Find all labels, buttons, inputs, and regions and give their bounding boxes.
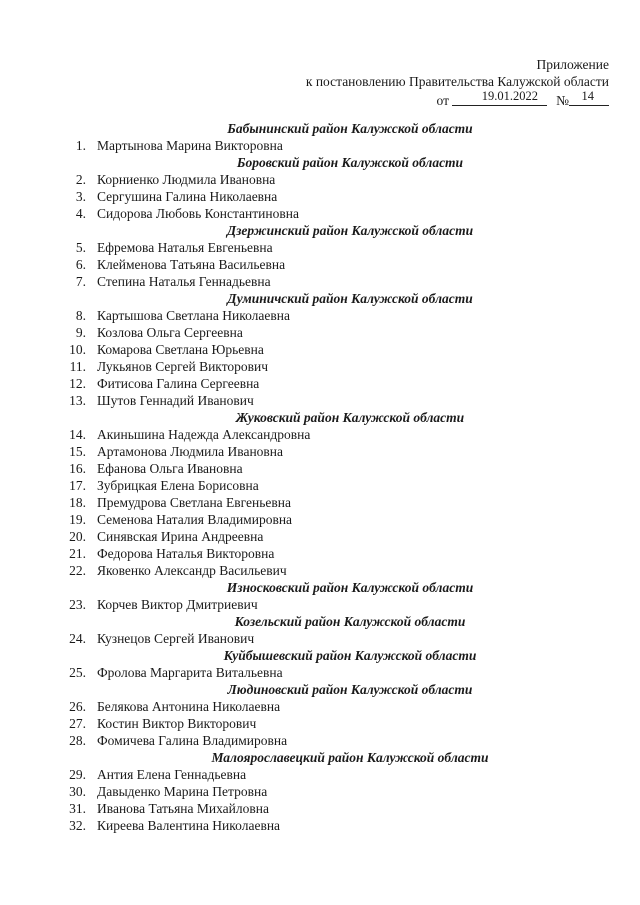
person-name: Зубрицкая Елена Борисовна <box>97 478 259 493</box>
item-number: 9. <box>75 325 86 340</box>
item-number: 19. <box>69 512 86 527</box>
item-number: 30. <box>69 784 86 799</box>
date-underline <box>452 105 547 106</box>
list-item <box>0 239 640 256</box>
resolution-reference: к постановлению Правительства Калужской области <box>305 74 609 89</box>
person-name: Сидорова Любовь Константиновна <box>97 206 299 221</box>
list-item <box>0 800 640 817</box>
list-item <box>0 426 640 443</box>
person-name: Корниенко Людмила Ивановна <box>97 172 276 187</box>
district-heading: Людиновский район Калужской области <box>227 682 473 697</box>
list-item <box>0 732 640 749</box>
item-number: 15. <box>69 444 86 459</box>
from-label: от <box>436 93 449 108</box>
person-name: Фролова Маргарита Витальевна <box>97 665 283 680</box>
item-number: 24. <box>69 631 86 646</box>
item-number: 27. <box>69 716 86 731</box>
person-name: Артамонова Людмила Ивановна <box>97 444 284 459</box>
item-number: 28. <box>69 733 86 748</box>
person-name: Белякова Антонина Николаевна <box>97 699 281 714</box>
person-name: Козлова Ольга Сергеевна <box>97 325 243 340</box>
district-heading: Малоярославецкий район Калужской области <box>211 750 489 765</box>
list-item <box>0 630 640 647</box>
person-name: Фитисова Галина Сергеевна <box>97 376 260 391</box>
person-name: Антия Елена Геннадьевна <box>97 767 247 782</box>
item-number: 10. <box>69 342 86 357</box>
person-name: Ефремова Наталья Евгеньевна <box>97 240 273 255</box>
item-number: 31. <box>69 801 86 816</box>
list-item <box>0 494 640 511</box>
item-number: 3. <box>75 189 86 204</box>
district-heading: Боровский район Калужской области <box>236 155 464 170</box>
person-name: Сергушина Галина Николаевна <box>97 189 278 204</box>
list-item <box>0 307 640 324</box>
person-name: Шутов Геннадий Иванович <box>97 393 254 408</box>
item-number: 7. <box>75 274 86 289</box>
district-heading: Бабынинский район Калужской области <box>227 121 473 136</box>
person-name: Премудрова Светлана Евгеньевна <box>97 495 291 510</box>
list-item <box>0 273 640 290</box>
item-number: 14. <box>69 427 86 442</box>
list-item <box>0 664 640 681</box>
item-number: 17. <box>69 478 86 493</box>
list-item <box>0 596 640 613</box>
item-number: 18. <box>69 495 86 510</box>
date-number-line <box>306 90 609 110</box>
person-name: Яковенко Александр Васильевич <box>97 563 287 578</box>
list-item <box>0 443 640 460</box>
person-name: Фомичева Галина Владимировна <box>97 733 288 748</box>
item-number: 8. <box>75 308 86 323</box>
list-item <box>0 545 640 562</box>
list-item <box>0 460 640 477</box>
item-number: 4. <box>75 206 86 221</box>
list-item <box>0 205 640 222</box>
person-name: Клейменова Татьяна Васильевна <box>97 257 286 272</box>
district-heading: Думиничский район Калужской области <box>227 291 473 306</box>
person-name: Иванова Татьяна Михайловна <box>97 801 269 816</box>
list-item <box>0 766 640 783</box>
person-name: Степина Наталья Геннадьевна <box>97 274 271 289</box>
list-item <box>0 171 640 188</box>
item-number: 2. <box>75 172 86 187</box>
resolution-date: 19.01.2022 <box>481 89 538 103</box>
appendix-title: Приложение <box>536 57 609 72</box>
person-name: Корчев Виктор Дмитриевич <box>97 597 258 612</box>
person-name: Синявская Ирина Андреевна <box>97 529 264 544</box>
item-number: 13. <box>69 393 86 408</box>
appendix-header <box>306 56 609 110</box>
district-heading: Износковский район Калужской области <box>226 580 474 595</box>
list-item <box>0 817 640 834</box>
number-underline <box>569 105 609 106</box>
item-number: 32. <box>69 818 86 833</box>
person-name: Комарова Светлана Юрьевна <box>97 342 264 357</box>
item-number: 22. <box>69 563 86 578</box>
person-name: Мартынова Марина Викторовна <box>97 138 283 153</box>
item-number: 12. <box>69 376 86 391</box>
district-heading: Козельский район Калужской области <box>234 614 466 629</box>
item-number: 16. <box>69 461 86 476</box>
item-number: 21. <box>69 546 86 561</box>
person-name: Кузнецов Сергей Иванович <box>97 631 255 646</box>
list-item <box>0 511 640 528</box>
district-heading: Куйбышевский район Калужской области <box>223 648 477 663</box>
person-name: Картышова Светлана Николаевна <box>97 308 290 323</box>
item-number: 29. <box>69 767 86 782</box>
list-item <box>0 783 640 800</box>
item-number: 26. <box>69 699 86 714</box>
list-item <box>0 477 640 494</box>
item-number: 23. <box>69 597 86 612</box>
person-list <box>0 120 640 834</box>
list-item <box>0 137 640 154</box>
person-name: Киреева Валентина Николаевна <box>97 818 281 833</box>
item-number: 6. <box>75 257 86 272</box>
list-item <box>0 358 640 375</box>
list-item <box>0 324 640 341</box>
list-item <box>0 392 640 409</box>
item-number: 11. <box>69 359 86 374</box>
person-name: Лукьянов Сергей Викторович <box>97 359 269 374</box>
person-name: Акиньшина Надежда Александровна <box>97 427 311 442</box>
resolution-number: 14 <box>581 89 594 103</box>
list-item <box>0 698 640 715</box>
item-number: 1. <box>75 138 86 153</box>
person-name: Давыденко Марина Петровна <box>97 784 268 799</box>
item-number: 20. <box>69 529 86 544</box>
list-item <box>0 341 640 358</box>
item-number: 5. <box>75 240 86 255</box>
person-name: Федорова Наталья Викторовна <box>97 546 275 561</box>
list-item <box>0 715 640 732</box>
list-item <box>0 562 640 579</box>
district-heading: Дзержинский район Калужской области <box>226 223 474 238</box>
person-name: Ефанова Ольга Ивановна <box>97 461 243 476</box>
list-item <box>0 528 640 545</box>
person-name: Семенова Наталия Владимировна <box>97 512 293 527</box>
item-number: 25. <box>69 665 86 680</box>
list-item <box>0 188 640 205</box>
list-item <box>0 256 640 273</box>
list-item <box>0 375 640 392</box>
district-heading: Жуковский район Калужской области <box>235 410 465 425</box>
number-label: № <box>556 93 569 108</box>
person-name: Костин Виктор Викторович <box>97 716 257 731</box>
